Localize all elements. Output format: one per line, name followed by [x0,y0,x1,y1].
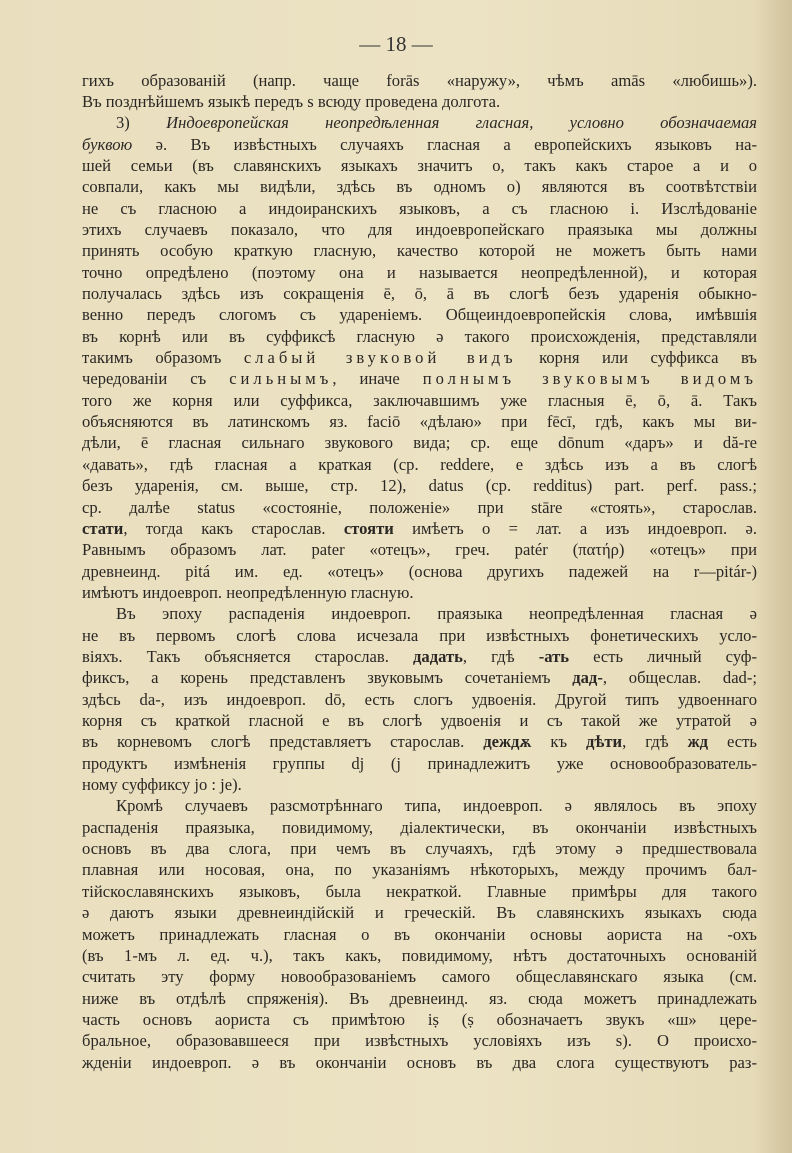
text-segment: ə. Въ извѣстныхъ случаяхъ гласная a европейскихъ языковъ на- [132,134,757,154]
text-segment: фиксъ, а корень представленъ звуковымъ сочетаніемъ [82,668,573,688]
text-line [82,368,757,389]
bold-text: дад- [572,668,603,688]
text-line [82,966,757,987]
text-segment: тійскославянскихъ языковъ, была некраткой. Главные примѣры для такого [82,881,757,901]
text-line [82,988,757,1009]
text-line [82,475,757,496]
text-segment: Въ эпоху распаденія индоевроп. праязыка неопредѣленная гласная ə [116,604,757,624]
text-segment: есть личный суф- [569,646,757,666]
text-segment: ə даютъ языки древнеиндійскій и греческій. Въ славянскихъ языкахъ сюда [82,903,757,923]
text-segment: получалась здѣсь изъ сокращенія ē, ō, ā въ слогѣ безъ ударенія обыкно- [82,284,757,303]
text-segment: къ [531,732,587,752]
text-segment: продуктъ измѣненія группы dj (j принадлежитъ уже основообразователь- [82,753,757,773]
text-segment: имѣетъ o = лат. a изъ индоевроп. ə. [393,518,757,538]
text-segment: можетъ принадлежать гласная o въ окончаніи основы аориста на -охъ [82,924,757,944]
text-segment: ср. далѣе status «состояніе, положеніе» при stāre «стоять», старослав. [82,497,757,517]
text-segment: , общеслав. dad-; [602,668,757,688]
text-line [82,1052,757,1073]
bold-text: дѣти [586,732,623,752]
text-segment: часть основъ аориста съ примѣтою iṣ (ṣ обозначаетъ звукъ «ш» цере- [82,1009,757,1029]
text-line [82,283,757,304]
text-segment: корня или суффикса въ [516,348,757,368]
spaced-text: полнымъ звуковымъ видомъ [422,369,757,389]
text-line [82,924,757,945]
text-line [82,689,757,710]
text-segment: считать эту форму новообразованіемъ самого общеславянскаго языка (см. [82,967,757,987]
italic-text: Индоевропейская неопредѣленная гласная, условно обозначаемая [166,113,757,133]
text-segment: такимъ образомъ [82,348,244,368]
text-segment: объясняются въ латинскомъ яз. faciō «дѣлаю» при fēcī, гдѣ, какъ мы ви- [82,412,757,432]
text-line [82,945,757,966]
text-segment: не въ первомъ слогѣ слова исчезала при извѣстныхъ фонетическихъ усло- [82,625,757,645]
text-line [82,881,757,902]
text-line [82,774,757,795]
text-segment: безъ ударенія, см. выше, стр. 12), datus (ср. redditus) part. perf. pass.; [82,476,757,496]
text-line [82,91,757,112]
text-line [82,176,757,197]
text-line [116,112,757,133]
text-line [82,518,757,539]
text-segment: распаденія праязыка, повидимому, діалектически, въ окончаніи извѣстныхъ [82,817,757,837]
text-segment: «давать», гдѣ гласная a краткая (ср. reddere, e здѣсь изъ a въ слогѣ [82,454,757,474]
text-line [82,561,757,582]
text-line [82,646,757,667]
text-segment: основъ въ два слога, при чемъ въ случаяхъ, гдѣ этому ə предшествовала [82,839,757,859]
text-segment: венно передъ слогомъ съ удареніемъ. Общеиндоевропейскія слова, имѣвшія [82,305,757,325]
text-segment: ному суффиксу jo : je). [82,775,242,795]
text-segment: не съ гласною a индоиранскихъ языковъ, а съ гласною i. Изслѣдованіе [82,198,757,218]
text-line [82,326,757,347]
text-line [82,582,757,603]
text-line [82,198,757,219]
text-segment: совпали, какъ мы видѣли, здѣсь въ одномъ o) являются въ соотвѣтствіи [82,177,757,197]
text-segment: этихъ случаевъ показало, что для индоевропейскаго праязыка мы должны [82,219,757,239]
bold-text: -ать [538,646,570,666]
text-segment: гихъ образованій (напр. чаще forās «наружу», чѣмъ amās «любишь»). [82,70,757,90]
text-line [82,539,757,560]
text-line [82,753,757,774]
text-line [82,902,757,923]
text-segment: въ корневомъ слогѣ представляетъ старослав. [82,732,484,752]
text-segment: того же корня или суффикса, заключавшимъ уже гласныя ē, ō, ā. Такъ [82,390,757,410]
bold-text: дадать [413,646,463,666]
text-line [82,134,757,155]
text-line [82,70,757,91]
text-segment: Въ позднѣйшемъ языкѣ передъ s всюду проведена долгота. [82,91,501,111]
text-segment: принять особую краткую гласную, качество которой не можетъ быть нами [82,241,757,261]
text-line [82,304,757,325]
text-line [82,625,757,646]
text-segment: бральное, образовавшееся при извѣстныхъ условіяхъ изъ s). О происхо- [82,1031,757,1051]
text-line [82,432,757,453]
text-segment: здѣсь da-, изъ индоевроп. dō, есть слогъ удвоенія. Другой типъ удвоеннаго [82,689,757,709]
text-segment: плавная или носовая, она, по указаніямъ нѣкоторыхъ, между прочимъ бал- [82,860,757,880]
text-segment: 3) [116,113,167,133]
text-line [116,795,757,816]
text-line [82,731,757,752]
text-segment: шей семьи (въ славянскихъ языкахъ значитъ о, такъ какъ старое a и o [82,155,757,175]
spaced-text: сильнымъ [229,369,333,389]
text-segment: , иначе [332,369,423,389]
text-line [82,262,757,283]
text-segment: корня съ краткой гласной e въ слогѣ удвоенія и съ такой же утратой ə [82,711,757,730]
italic-text: буквою [82,134,133,154]
page-number: — 18 — [359,32,433,56]
text-segment: чередованіи съ [82,369,230,389]
text-segment: точно опредѣлено (поэтому она и называется неопредѣленной), и которая [82,262,757,282]
text-line [82,411,757,432]
text-segment: имѣютъ индоевроп. неопредѣленную гласную. [82,582,414,602]
text-line [82,219,757,240]
text-segment: Кромѣ случаевъ разсмотрѣннаго типа, индоевроп. ə являлось въ эпоху [116,796,757,816]
text-segment: (въ 1-мъ л. ед. ч.), такъ какъ, повидимому, нѣтъ достаточныхъ основаній [82,945,757,965]
bold-text: стати [82,518,124,538]
text-line [82,454,757,475]
text-segment: віяхъ. Такъ объясняется старослав. [82,646,414,666]
text-segment: жденіи индоевроп. ə въ окончаніи основъ въ два слога существуютъ раз- [82,1052,757,1072]
text-line [82,155,757,176]
text-segment: въ корнѣ или въ суффиксѣ гласную ə такого происхожденія, представляли [82,326,757,346]
text-segment: , тогда какъ старослав. [123,518,344,538]
bold-text: жд [687,732,709,752]
bold-text: деждѫ [483,732,532,752]
text-line [82,817,757,838]
text-line [82,390,757,411]
text-line [82,859,757,880]
text-line [82,240,757,261]
text-line [116,603,757,624]
text-line [82,347,757,368]
text-segment: , гдѣ [462,646,539,666]
text-segment: ниже въ отдѣлѣ спряженія). Въ древнеинд. яз. сюда можетъ принадлежать [82,988,757,1008]
text-segment: дѣли, ē гласная сильнаго звукового вида; ср. еще dōnum «даръ» и dă-re [82,433,757,453]
text-line [82,710,757,731]
bold-text: стояти [343,518,394,538]
text-segment: Равнымъ образомъ лат. pater «отецъ», греч. patér (πατήρ) «отецъ» при [82,540,757,560]
text-segment: есть [708,732,757,752]
spaced-text: слабый звуковой видъ [243,348,517,368]
text-segment: , гдѣ [622,732,688,752]
text-line [82,497,757,518]
text-line [82,1009,757,1030]
text-line [82,667,757,688]
text-line [82,1030,757,1051]
text-segment: древнеинд. pitá им. ед. «отецъ» (основа другихъ падежей на r—pitár-) [82,561,757,581]
text-line [82,838,757,859]
